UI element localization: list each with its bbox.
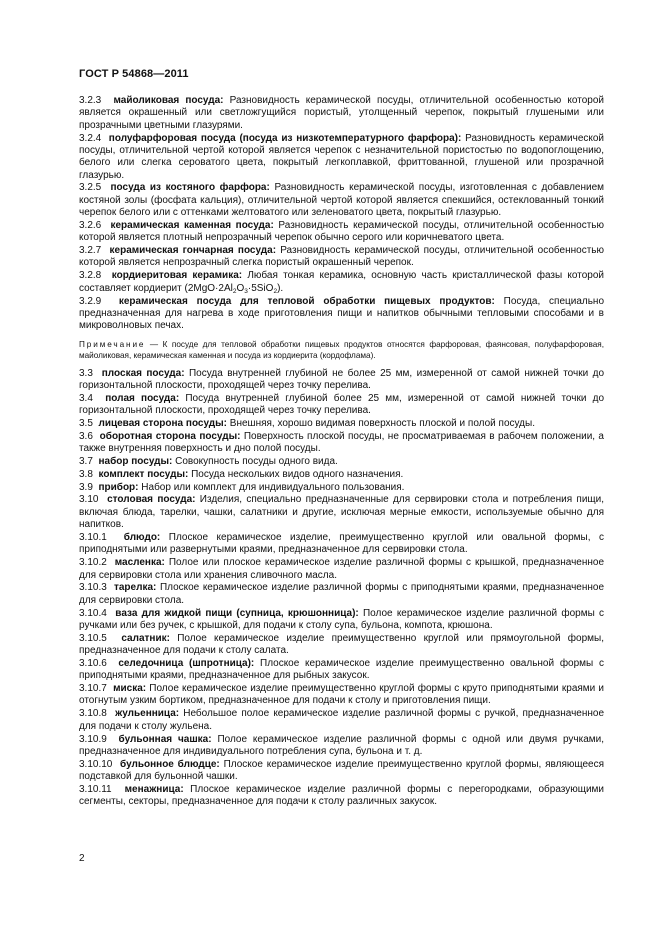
term-3-7: 3.7 набор посуды: Совокупность посуды одного вида.	[79, 455, 338, 467]
term-3-2-8: 3.2.8 кордиеритовая керамика: Любая тонкая керамика, основную часть кристаллической фазы которой составляет кордиерит $(2MgO\cdot 2Al_2O_3\cdot 5SiO_2)$.	[79, 270, 605, 295]
term-3-10-8: 3.10.8 жульенница: Небольшое полое керамическое изделие различной формы с ручкой, предназначенное для подачи к столу жульена.	[79, 708, 605, 732]
term-3-2-5: 3.2.5 посуда из костяного фарфора: Разновидность керамической посуды, изготовленная с добавлением костяной золы (фосфата кальция), отличительной чертой которой является спекшийся, остеклованный тонкий черепок белого или с оттенками желтоватого или зеленоватого цвета, покрытый глазурью.	[79, 182, 605, 219]
term-3-2-9: 3.2.9 керамическая посуда для тепловой обработки пищевых продуктов: Посуда, специально предназначенная для нагрева в ходе приготовления пищи и напитков обычными тепловыми способами и в микроволновых печах.	[79, 295, 605, 332]
page-number: 2	[79, 853, 85, 864]
term-3-3: 3.3 плоская посуда: Посуда внутренней глубиной не более 25 мм, измеренной от самой нижней точки до горизонтальной плоскости, проходящей через точку перелива.	[79, 367, 605, 391]
note-text: — К посуде для тепловой обработки пищевых продуктов относятся фарфоровая, фаянсовая, полуфарфоровая, майоликовая, керамическая каменная и посуда из кордиерита (кордофлама).	[79, 339, 604, 360]
term-3-10: 3.10 столовая посуда: Изделия, специально предназначенные для сервировки стола и потребления пищи, включая блюда, тарелки, чашки, салатники и другие, исключая мерные емкости, используемые обычно для напитков.	[79, 494, 605, 531]
term-3-10-9: 3.10.9 бульонная чашка: Полое керамическое изделие различной формы с одной или двумя ручками, предназначенное для индивидуального потребления супа, бульона и т. д.	[79, 733, 605, 757]
term-3-10-5: 3.10.5 салатник: Полое керамическое изделие преимущественно круглой или прямоугольной формы, предназначенное для подачи к столу салата.	[79, 632, 605, 657]
term-3-10-7: 3.10.7 миска: Полое керамическое изделие преимущественно круглой формы с круто приподнятыми краями и отогнутым узким бортиком, предназначенное для подачи к столу и приготовления пищи.	[79, 683, 604, 707]
term-3-10-4: 3.10.4 ваза для жидкой пищи (супница, крюшонница): Полое керамическое изделие различной формы с ручками или без ручек, с крышкой, для подачи к столу супа, бульона, компота, крюшона.	[79, 607, 604, 631]
term-3-8: 3.8 комплект посуды: Посуда нескольких видов одного назначения.	[79, 468, 404, 480]
term-3-2-3: 3.2.3 майоликовая посуда: Разновидность керамической посуды, отличительной особенностью которой является окрашенный или светложгущийся пористый, утолщенный черепок, покрытый глушеными или прозрачными цветными глазурями.	[79, 95, 604, 131]
note	[79, 339, 604, 361]
term-3-10-2: 3.10.2 масленка: Полое или плоское керамическое изделие различной формы с крышкой, предназначенное для сервировки стола или хранения сливочного масла.	[79, 557, 605, 581]
term-3-10-6: 3.10.6 селедочница (шпротница): Плоское керамическое изделие преимущественно овальной формы с приподнятыми краями, предназначенное для рыбных закусок.	[79, 657, 604, 682]
document-body	[79, 95, 604, 809]
term-3-10-3: 3.10.3 тарелка: Плоское керамическое изделие различной формы с приподнятыми краями, предназначенное для сервировки стола.	[79, 582, 605, 606]
term-3-2-4: 3.2.4 полуфарфоровая посуда (посуда из низкотемпературного фарфора): Разновидность керамической посуды, отличительной чертой которой является черепок с незначительной пористостью по водопоглощению, белого или слегка сероватого цвета, покрытый легкоплавкой, фриттованной, глушеной или прозрачной глазурью.	[79, 132, 605, 181]
term-3-9: 3.9 прибор: Набор или комплект для индивидуального пользования.	[79, 481, 405, 493]
term-3-6: 3.6 оборотная сторона посуды: Поверхность плоской посуды, не просматриваемая в рабочем положении, а также внутренняя поверхность и дно полой посуды.	[79, 430, 604, 455]
document-header: ГОСТ Р 54868—2011	[79, 68, 189, 80]
term-3-2-7: 3.2.7 керамическая гончарная посуда: Разновидность керамической посуды, отличительной особенностью которой является непрозрачный слегка пористый окрашенный черепок.	[79, 245, 604, 269]
term-3-10-1: 3.10.1 блюдо: Плоское керамическое изделие, преимущественно круглой или овальной формы, с приподнятыми или развернутыми краями, предназначенное для сервировки стола.	[79, 532, 604, 556]
term-3-2-6: 3.2.6 керамическая каменная посуда: Разновидность керамической посуды, отличительной особенностью которой является плотный непрозрачный черепок обычно серого или коричневатого цвета.	[79, 219, 605, 244]
note-label: Примечание	[79, 339, 146, 349]
term-3-10-11: 3.10.11 менажница: Плоское керамическое изделие различной формы с перегородками, образующими сегменты, секторы, предназначенное для подачи к столу различных закусок.	[79, 783, 605, 808]
term-3-10-10: 3.10.10 бульонное блюдце: Плоское керамическое изделие преимущественно круглой формы, являющееся подставкой для бульонной чашки.	[79, 758, 605, 783]
term-3-4: 3.4 полая посуда: Посуда внутренней глубиной более 25 мм, измеренной от самой нижней точки до горизонтальной плоскости, проходящей через точку перелива.	[79, 392, 605, 417]
term-3-5: 3.5 лицевая сторона посуды: Внешняя, хорошо видимая поверхность плоской и полой посуды.	[79, 417, 535, 429]
